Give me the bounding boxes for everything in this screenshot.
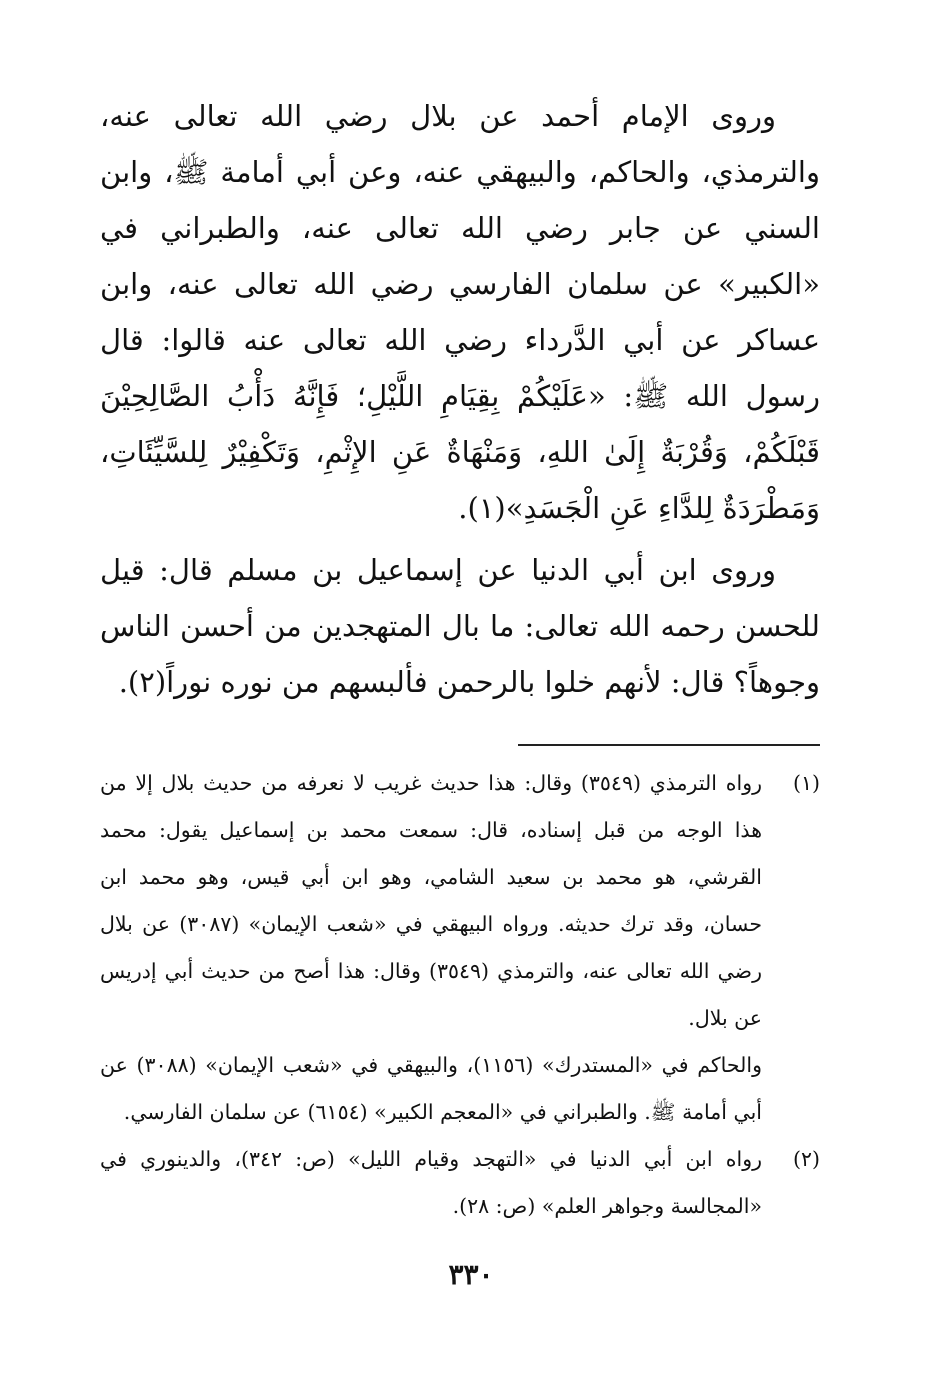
footnote-1-number: (١) bbox=[792, 771, 820, 795]
page-content bbox=[100, 88, 820, 1230]
footnote-2-paragraph-1: رواه ابن أبي الدنيا في «التهجد وقيام الليل» (ص: ٣٤٢)، والدينوري في «المجالسة وجواهر العلم» (ص: ٢٨). bbox=[100, 1147, 763, 1218]
body-paragraph-1: وروى الإمام أحمد عن بلال رضي الله تعالى عنه، والترمذي، والحاكم، والبيهقي عنه، وعن أبي أمامة ﷺ، وابن السني عن جابر رضي الله تعالى عنه، والطبراني في «الكبير» عن سلمان الفارسي رضي الله تعالى عنه، وابن عساكر عن أبي الدَّرداء رضي الله تعالى عنه قالوا: قال رسول الله ﷺ: «عَلَيْكُمْ بِقِيَامِ اللَّيْلِ؛ فَإِنَّهُ دَأْبُ الصَّالِحِيْنَ قَبْلَكُمْ، وَقُرْبَةٌ إِلَىٰ اللهِ، وَمَنْهَاةٌ عَنِ الإِثْمِ، وَتَكْفِيْرٌ لِلسَّيِّئَاتِ، وَمَطْرَدَةٌ لِلدَّاءِ عَنِ الْجَسَدِ»(١). bbox=[100, 99, 820, 525]
body-paragraph-2: وروى ابن أبي الدنيا عن إسماعيل بن مسلم قال: قيل للحسن رحمه الله تعالى: ما بال المتهجدين من أحسن الناس وجوهاً؟ قال: لأنهم خلوا بالرحمن فألبسهم من نوره نوراً(٢). bbox=[100, 553, 820, 699]
footnote-1-paragraph-1: رواه الترمذي (٣٥٤٩) وقال: هذا حديث غريب لا نعرفه من حديث بلال إلا من هذا الوجه من قبل إسناده، قال: سمعت محمد بن إسماعيل يقول: محمد القرشي، هو محمد بن سعيد الشامي، وهو ابن أبي قيس، وهو محمد ابن حسان، وقد ترك حديثه. ورواه البيهقي في «شعب الإيمان» (٣٠٨٧) عن بلال رضي الله تعالى عنه، والترمذي (٣٥٤٩) وقال: هذا أصح من حديث أبي إدريس عن بلال. bbox=[100, 771, 762, 1030]
main-text bbox=[100, 88, 820, 710]
footnote-1-paragraph-2: والحاكم في «المستدرك» (١١٥٦)، والبيهقي في «شعب الإيمان» (٣٠٨٨) عن أبي أمامة ﷺ. والطبراني في «المعجم الكبير» (٦١٥٤) عن سلمان الفارسي. bbox=[100, 1053, 762, 1124]
footnote-1 bbox=[100, 760, 820, 1136]
footnote-2 bbox=[100, 1136, 820, 1230]
page-number: ٣٣٠ bbox=[448, 1258, 494, 1291]
footnote-separator bbox=[518, 744, 820, 746]
footnote-2-number: (٢) bbox=[792, 1147, 820, 1171]
